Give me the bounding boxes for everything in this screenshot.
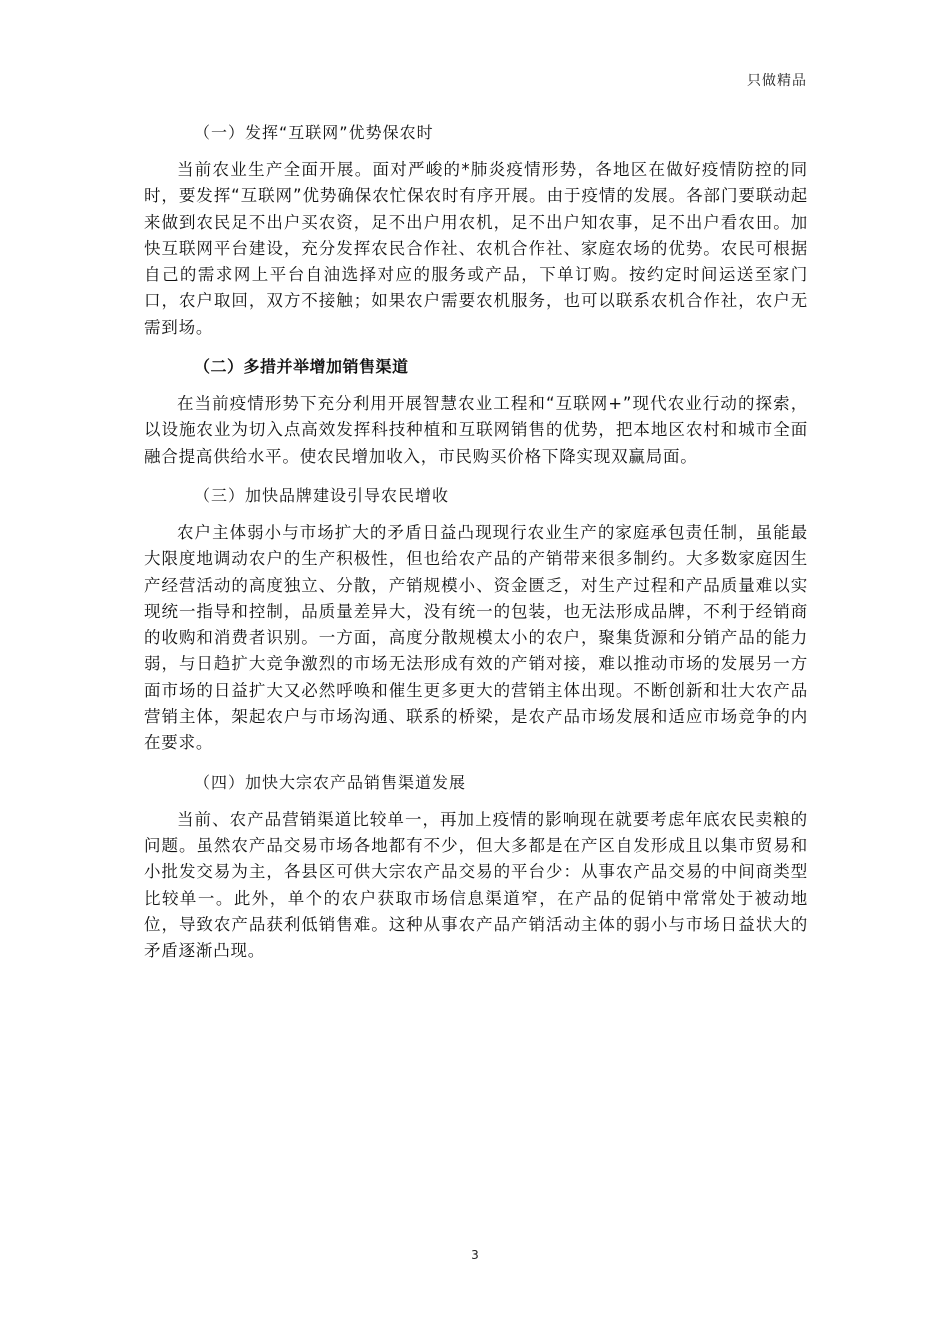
section-heading-1: （一）发挥“互联网”优势保农时	[194, 123, 434, 142]
header-note: 只做精品	[747, 73, 807, 89]
section-heading-3: （三）加快品牌建设引导农民增收	[194, 485, 450, 505]
document-body	[144, 120, 808, 964]
section-body-4: 当前、农产品营销渠道比较单一，再加上疫情的影响现在就要考虑年底农民卖粮的问题。虽然农产品交易市场各地都有不少，但大多都是在产区自发形成且以集市贸易和小批发交易为主，各县区可供大宗农产品交易的平台少：从事农产品交易的中间商类型比较单一。此外，单个的农户获取市场信息渠道窄，在产品的促销中常常处于被动地位，导致农产品获利低销售难。这种从事农产品产销活动主体的弱小与市场日益状大的矛盾逐渐凸现。	[144, 809, 808, 961]
section-heading-4: （四）加快大宗农产品销售渠道发展	[194, 772, 467, 792]
section-body-2: 在当前疫情形势下充分利用开展智慧农业工程和“互联网+”现代农业行动的探索，以设施农业为切入点高效发挥科技种植和互联网销售的优势，把本地区农村和城市全面融合提高供给水平。使农民增加收入，市民购买价格下降实现双赢局面。	[144, 394, 808, 466]
section-body-3: 农户主体弱小与市场扩大的矛盾日益凸现现行农业生产的家庭承包责任制，虽能最大限度地调动农户的生产积极性，但也给农产品的产销带来很多制约。大多数家庭因生产经营活动的高度独立、分散，产销规模小、资金匮乏，对生产过程和产品质量难以实现统一指导和控制，品质量差异大，没有统一的包装，也无法形成品牌，不利于经销商的收购和消费者识别。一方面，高度分散规模太小的农户，聚集货源和分销产品的能力弱，与日趋扩大竞争激烈的市场无法形成有效的产销对接，难以推动市场的发展另一方面市场的日益扩大又必然呼唤和催生更多更大的营销主体出现。不断创新和壮大农产品营销主体，架起农户与市场沟通、联系的桥梁，是农产品市场发展和适应市场竞争的内在要求。	[144, 522, 808, 753]
section-heading-2: （二）多措并举增加销售渠道	[194, 357, 409, 377]
section-body-1: 当前农业生产全面开展。面对严峻的*肺炎疫情形势，各地区在做好疫情防控的同时，要发挥“互联网”优势确保农忙保农时有序开展。由于疫情的发展。各部门要联动起来做到农民足不出户买农资，足不出户用农机，足不出户知农事，足不出户看农田。加快互联网平台建设，充分发挥农民合作社、农机合作社、家庭农场的优势。农民可根据自己的需求网上平台自油选择对应的服务或产品，下单订购。按约定时间运送至家门口，农户取回，双方不接触；如果农户需要农机服务，也可以联系农机合作社，农户无需到场。	[144, 160, 808, 337]
page-number: 3	[471, 1248, 479, 1262]
